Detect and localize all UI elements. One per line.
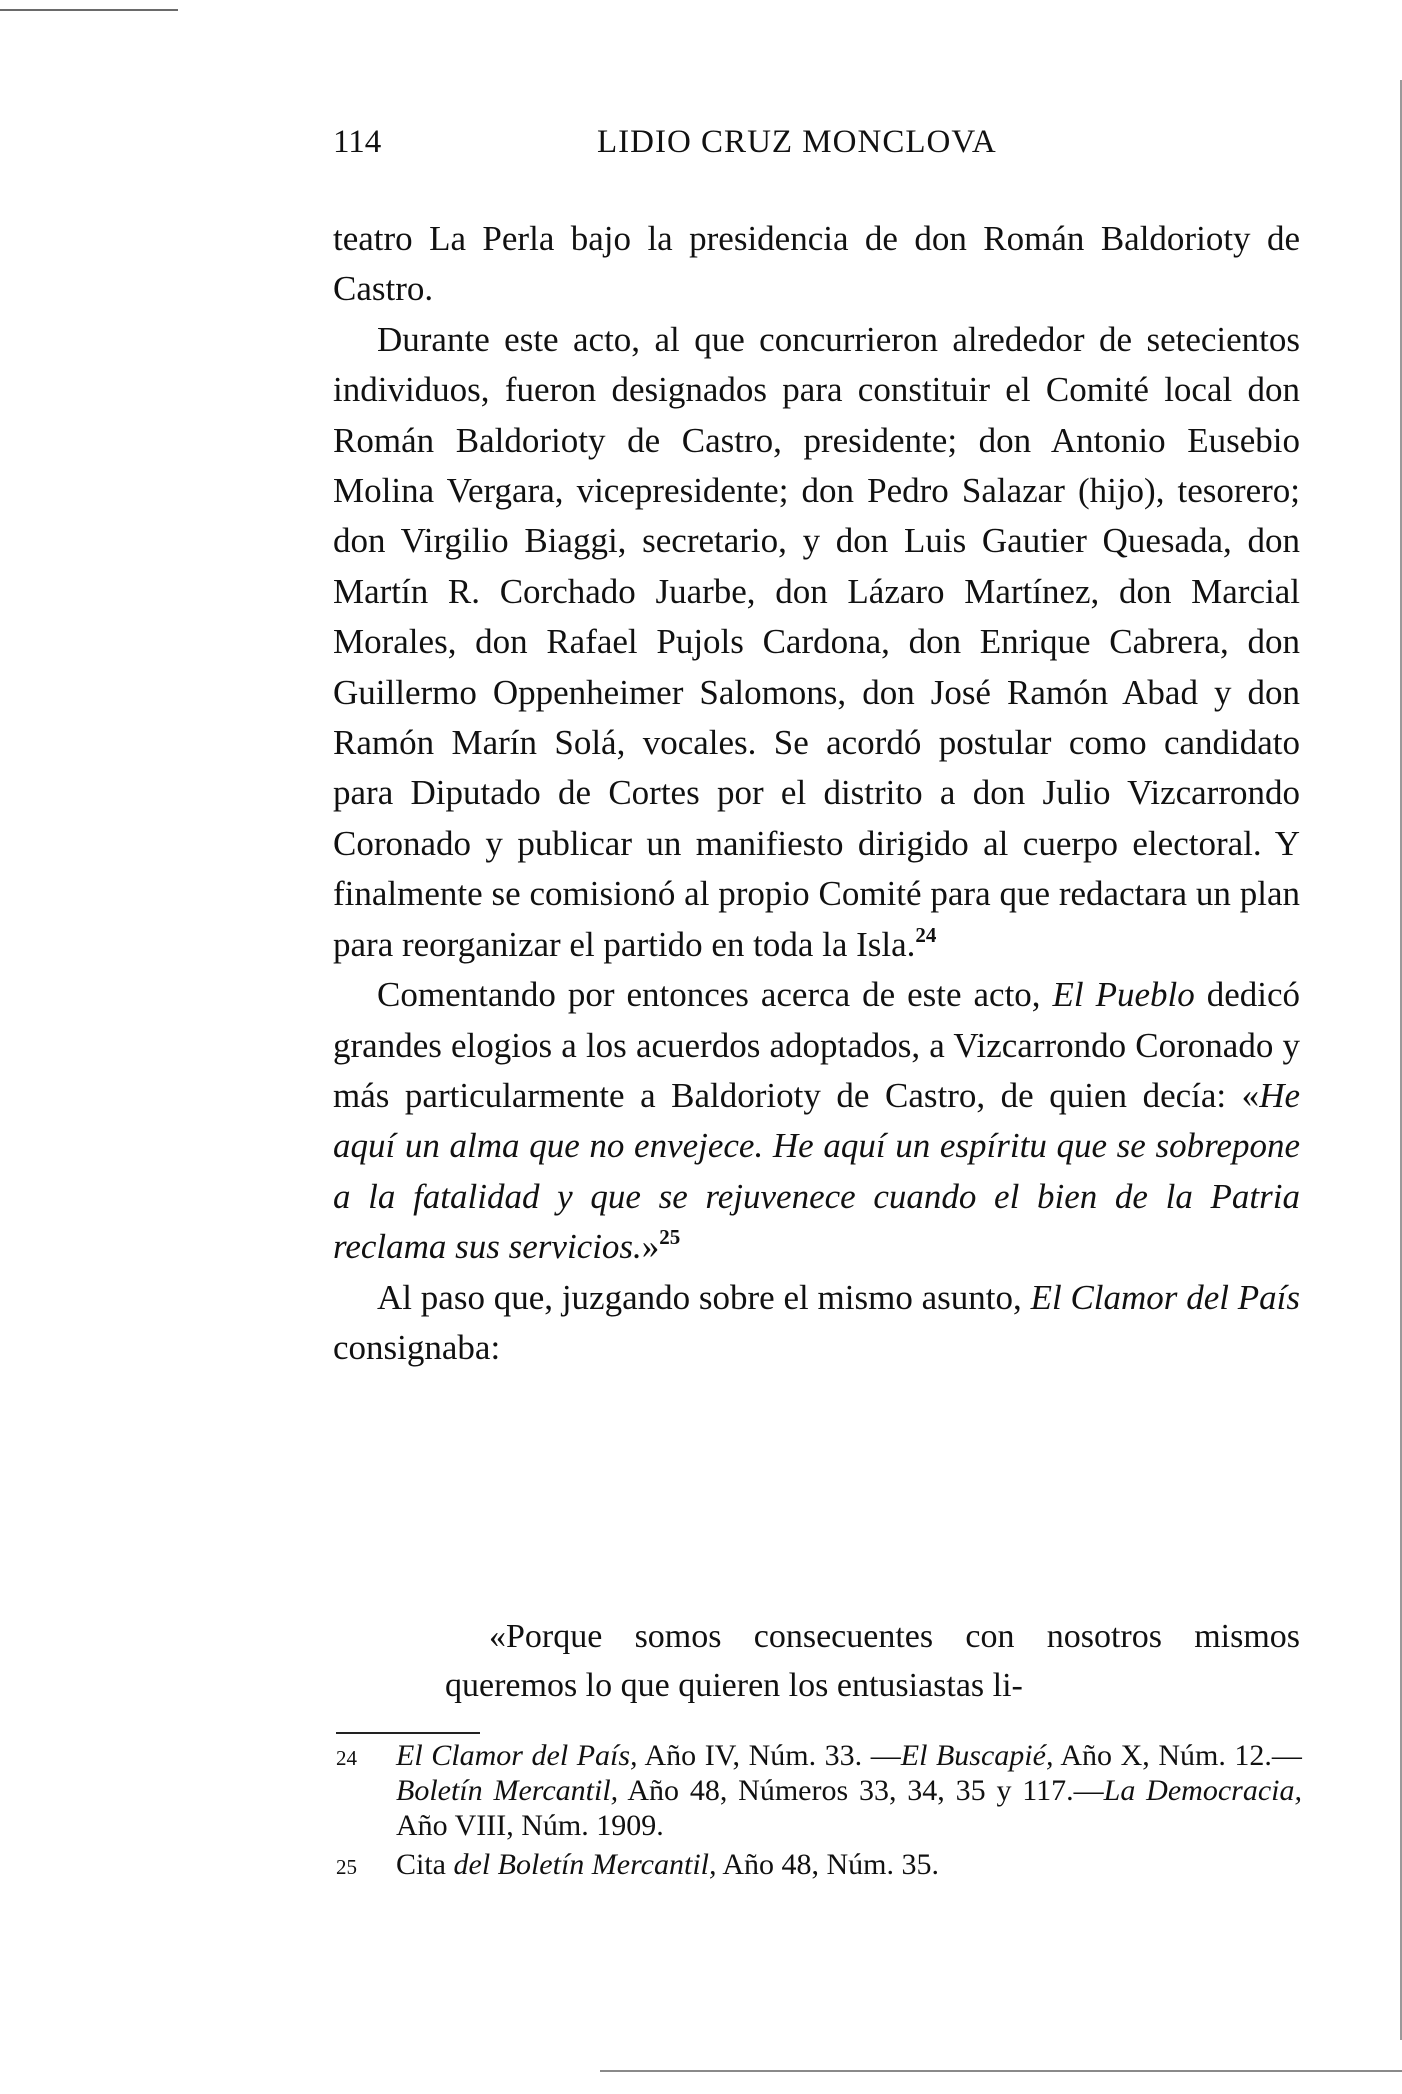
paragraph-1-text: teatro La Perla bajo la presidencia de don Román Baldorioty de Castro. [333,219,1300,309]
paragraph-3-text-a: Comentando por entonces acerca de este acto, [377,975,1041,1015]
block-quote [445,1612,1300,1710]
paragraph-1 [333,214,1300,315]
footnotes [336,1738,1302,1885]
footnote-ref-24[interactable]: 24 [915,922,937,947]
page-header [333,124,1303,174]
paragraph-3-text-b: dedicó grandes elogios a los acuerdos adoptados, a Vizcarrondo Coronado y más particularmente a Baldorioty de Castro, de quien decía: « [333,975,1301,1115]
footnote-publication: Boletín Mercantil, [396,1774,619,1807]
footnote-text [396,1738,1302,1843]
footnote-publication: La Democracia, [1103,1774,1302,1807]
paragraph-4-text-a: Al paso que, juzgando sobre el mismo asunto, [377,1277,1022,1317]
footnote-citation: Año 48, Núm. 35. [722,1848,940,1881]
publication-el-clamor-del-pais: El Clamor del País [1030,1277,1300,1317]
paragraph-2 [333,315,1300,970]
paragraph-2-text: Durante este acto, al que concurrieron alrededor de setecientos individuos, fueron designados para constituir el Comité local don Román Baldorioty de Castro, presidente; don Antonio Eusebio Molina Vergara, vicepresidente; don Pedro Salazar (hijo), tesorero; don Virgilio Biaggi, secretario, y don Luis Gautier Quesada, don Martín R. Corchado Juarbe, don Lázaro Martínez, don Marcial Morales, don Rafael Pujols Cardona, don Enrique Cabrera, don Guillermo Oppenheimer Salomons, don José Ramón Abad y don Ramón Marín Solá, vocales. Se acordó postular como candidato para Diputado de Cortes por el distrito a don Julio Vizcarrondo Coronado y publicar un manifiesto dirigido al cuerpo electoral. Y finalmente se comisionó al propio Comité para que redactara un plan para reorganizar el partido en toda la Isla. [333,319,1300,964]
footnote-separator [336,1732,480,1734]
body-text [333,214,1300,1373]
footnote-publication: El Clamor del País, [396,1739,638,1772]
footnote-text [396,1847,1302,1885]
footnote-ref-25[interactable]: 25 [659,1225,681,1250]
footnote-citation: Año 48, Números 33, 34, 35 y 117.— [627,1774,1104,1807]
footnote-citation: Cita [396,1848,446,1881]
footnote-24 [336,1738,1302,1843]
scan-edge-line-bottom [600,2070,1402,2072]
footnote-25 [336,1847,1302,1885]
paragraph-3-close-quote: » [641,1227,660,1267]
paragraph-3-quotation: He aquí un alma que no envejece. He aquí un espíritu que se sobrepone a la fatalidad y que se rejuvenece cuando el bien de la Patria reclama sus servicios. [333,1075,1300,1267]
paragraph-3 [333,970,1300,1272]
footnote-publication: del Boletín Mercantil, [453,1848,717,1881]
paragraph-4 [333,1273,1300,1374]
footnote-citation: Año IV, Núm. 33. — [644,1739,901,1772]
page-number: 114 [333,124,382,160]
footnote-publication: El Buscapié, [900,1739,1054,1772]
scan-edge-line-top [0,9,178,11]
running-head: LIDIO CRUZ MONCLOVA [597,124,997,160]
block-quote-text: «Porque somos consecuentes con nosotros mismos queremos lo que quieren los entusiastas li- [445,1618,1300,1704]
footnote-citation: Año X, Núm. 12.— [1060,1739,1302,1772]
footnote-number: 24 [336,1746,357,1770]
paragraph-4-text-b: consignaba: [333,1327,501,1367]
footnote-number: 25 [336,1855,357,1879]
footnote-citation: Año VIII, Núm. 1909. [396,1809,664,1842]
publication-el-pueblo: El Pueblo [1052,975,1195,1015]
